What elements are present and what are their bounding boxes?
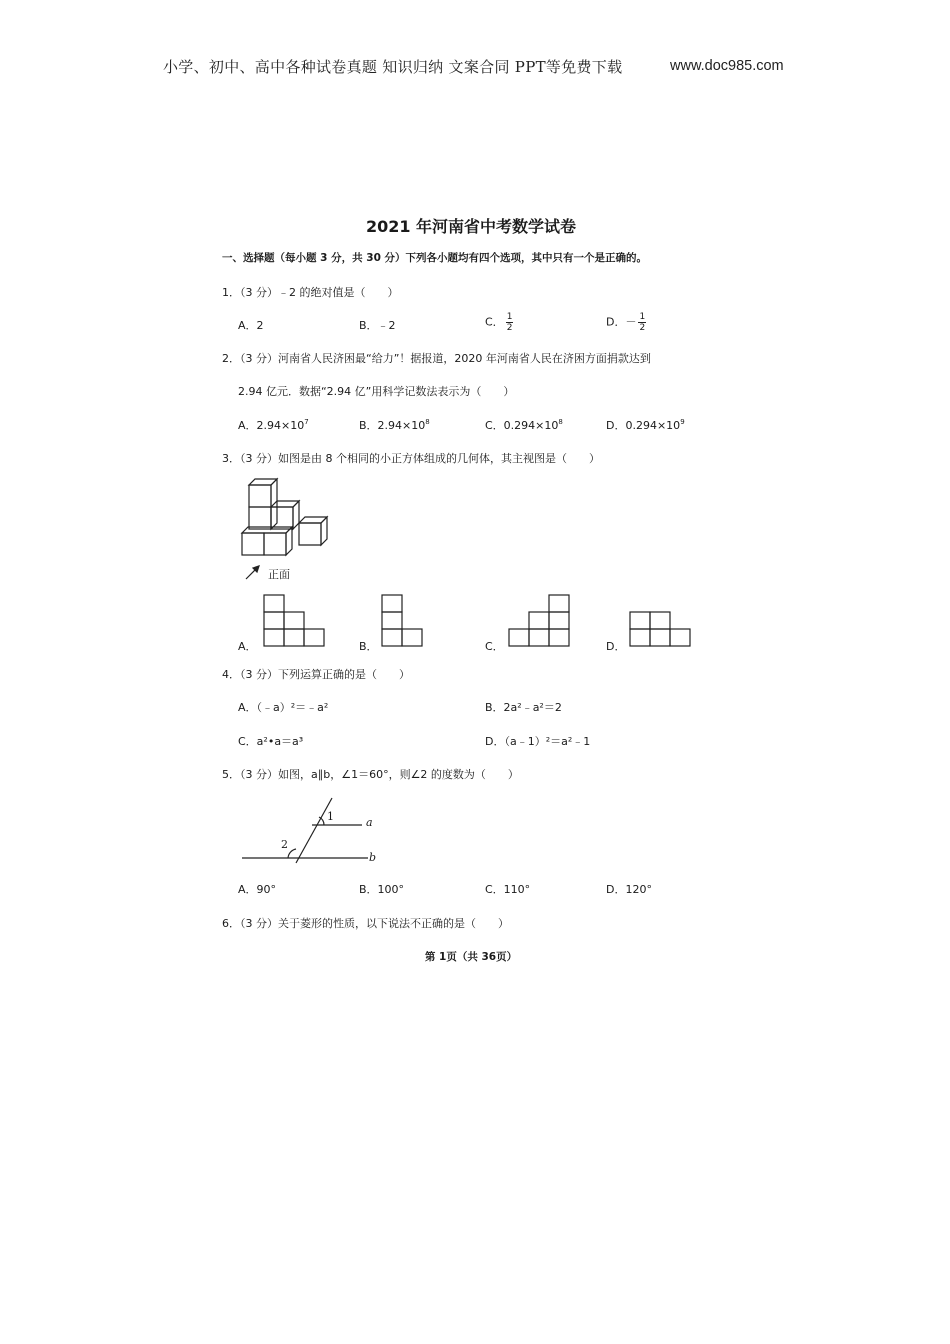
fraction-numerator: 1 (639, 312, 646, 322)
q2-option-a[interactable] (238, 417, 309, 433)
option-base: C．0.294×10 (485, 419, 559, 432)
option-exponent: 7 (304, 418, 309, 426)
option-exponent: 9 (680, 418, 685, 426)
q2-option-b[interactable] (359, 417, 430, 433)
q5-option-b[interactable]: B．100° (359, 883, 405, 896)
fraction-numerator: 1 (506, 312, 513, 322)
q4-option-a[interactable]: A．（﹣a）²＝﹣a² (238, 701, 329, 714)
q3-option-b-label[interactable]: B． (359, 640, 378, 653)
option-exponent: 8 (425, 418, 430, 426)
q2-option-d[interactable] (606, 417, 685, 433)
q1-option-a[interactable]: A．2 (238, 319, 264, 332)
option-base: A．2.94×10 (238, 419, 305, 432)
q5-option-d[interactable]: D．120° (606, 883, 652, 896)
fraction-denominator: 2 (506, 323, 513, 333)
q3-option-c-label[interactable]: C． (485, 640, 504, 653)
line-b-label: b (369, 851, 377, 864)
exam-title: 2021 年河南省中考数学试卷 (365, 217, 577, 236)
q3-option-d-label[interactable]: D． (606, 640, 626, 653)
q2-option-c[interactable] (485, 417, 563, 433)
header-site-link[interactable]: www.doc985.com (670, 58, 784, 74)
section-heading: 一、选择题（每小题 3 分，共 30 分）下列各小题均有四个选项，其中只有一个是正确的。 (222, 252, 648, 264)
q3-option-a-label[interactable]: A． (238, 640, 257, 653)
q5-option-a[interactable]: A．90° (238, 883, 277, 896)
q4-option-d[interactable]: D．（a﹣1）²＝a²﹣1 (485, 735, 591, 748)
q1-option-c-fraction (506, 312, 514, 333)
q1-option-d-prefix: D．－ (606, 315, 637, 329)
cube-solid-figure (236, 478, 336, 563)
q4-option-c[interactable]: C．a²•a＝a³ (238, 735, 304, 748)
q3-option-a-figure[interactable] (263, 594, 325, 648)
q3-option-b-figure[interactable] (381, 594, 423, 648)
option-exponent: 8 (558, 418, 563, 426)
q1-option-d[interactable] (606, 312, 646, 333)
line-a-label: a (366, 816, 373, 829)
q3-option-c-figure[interactable] (508, 594, 570, 648)
question-5-stem: 5．（3 分）如图，a∥b，∠1＝60°，则∠2 的度数为（ ） (222, 768, 519, 781)
question-3-stem: 3．（3 分）如图是由 8 个相同的小正方体组成的几何体，其主视图是（ ） (222, 452, 600, 465)
angle-1-label: 1 (327, 810, 334, 823)
front-view-label: 正面 (268, 568, 290, 581)
front-direction-arrow-icon (244, 562, 264, 582)
page-footer: 第 1页（共 36页） (424, 951, 518, 963)
parallel-lines-figure (240, 795, 385, 870)
q1-option-c[interactable] (485, 312, 513, 333)
header-promo-text: 小学、初中、高中各种试卷真题 知识归纳 文案合同 PPT等免费下载 (163, 58, 623, 76)
question-4-stem: 4．（3 分）下列运算正确的是（ ） (222, 668, 410, 681)
question-1-stem: 1．（3 分）﹣2 的绝对值是（ ） (222, 286, 399, 299)
q1-option-b[interactable]: B．﹣2 (359, 319, 396, 332)
q1-option-d-fraction (638, 312, 646, 333)
fraction-denominator: 2 (639, 323, 646, 333)
q3-option-d-figure[interactable] (629, 611, 691, 648)
angle-2-label: 2 (281, 838, 288, 851)
option-base: B．2.94×10 (359, 419, 426, 432)
option-base: D．0.294×10 (606, 419, 681, 432)
q1-option-c-prefix: C． (485, 315, 504, 329)
question-2-stem-line2: 2.94 亿元．数据“2.94 亿”用科学记数法表示为（ ） (238, 385, 515, 398)
q4-option-b[interactable]: B．2a²﹣a²＝2 (485, 701, 562, 714)
q5-option-c[interactable]: C．110° (485, 883, 531, 896)
question-2-stem-line1: 2．（3 分）河南省人民济困最“给力”！据报道，2020 年河南省人民在济困方面捐款达到 (222, 352, 651, 365)
question-6-stem: 6．（3 分）关于菱形的性质，以下说法不正确的是（ ） (222, 917, 509, 930)
